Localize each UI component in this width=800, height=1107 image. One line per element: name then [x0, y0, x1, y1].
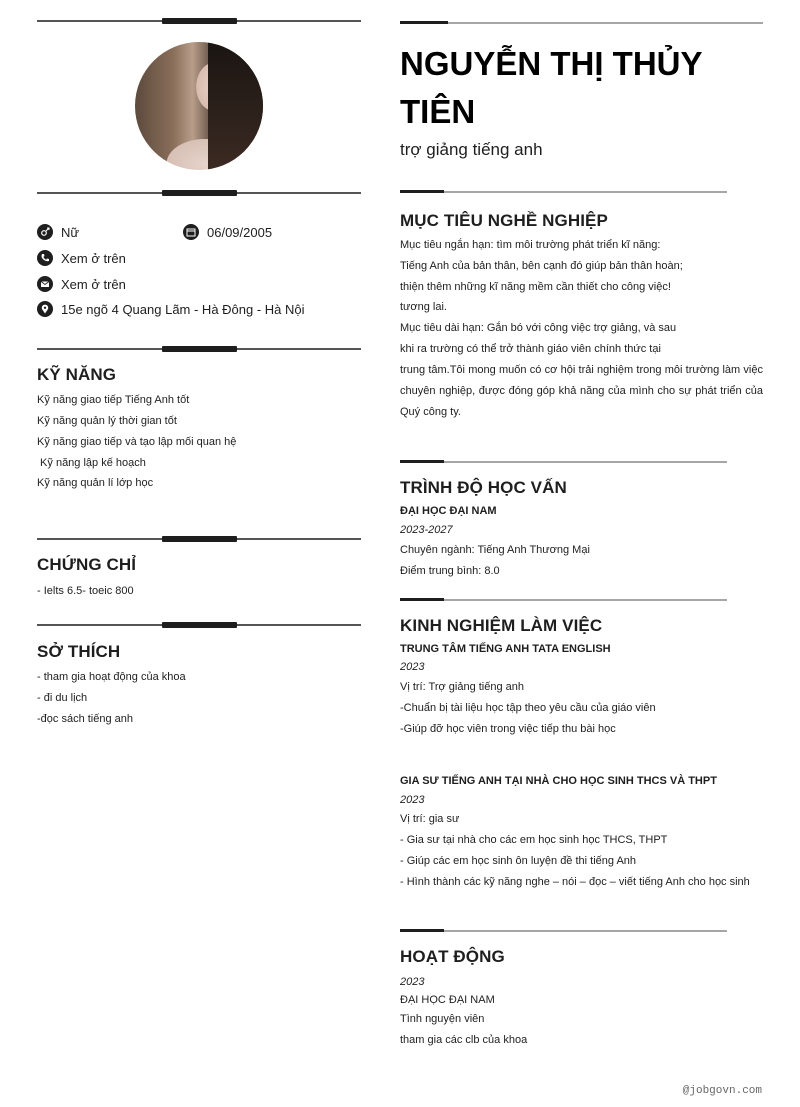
- job-period: 2023: [400, 661, 425, 673]
- company-name: GIA SƯ TIẾNG ANH TẠI NHÀ CHO HỌC SINH THCS VÀ THPT: [400, 775, 717, 787]
- experience-title: KINH NGHIỆM LÀM VIỆC: [400, 616, 603, 635]
- certificates-title: CHỨNG CHỈ: [37, 555, 137, 574]
- hobby-item: - tham gia hoạt động của khoa: [37, 671, 186, 683]
- divider: [400, 598, 727, 601]
- job-duty: -Giúp đỡ học viên trong việc tiếp thu bài học: [400, 723, 616, 735]
- objective-title: MỤC TIÊU NGHỀ NGHIỆP: [400, 211, 608, 230]
- education-period: 2023-2027: [400, 524, 453, 536]
- objective-line: Mục tiêu ngắn hạn: tìm môi trường phát triển kĩ năng:: [400, 239, 661, 251]
- phone-row: [37, 249, 126, 267]
- education-title: TRÌNH ĐỘ HỌC VẤN: [400, 478, 567, 497]
- hobby-item: - đi du lịch: [37, 692, 88, 704]
- address-value: 15e ngõ 4 Quang Lãm - Hà Đông - Hà Nội: [61, 301, 305, 317]
- email-value: Xem ở trên: [61, 276, 126, 292]
- job-position: Vị trí: Trợ giảng tiếng anh: [400, 681, 525, 693]
- skill-item: Kỹ năng giao tiếp và tạo lập mối quan hệ: [37, 436, 237, 448]
- location-icon: [37, 301, 53, 317]
- job-period: 2023: [400, 794, 425, 806]
- job-duty: - Giúp các em học sinh ôn luyện đề thi tiếng Anh: [400, 855, 637, 867]
- hobby-item: -đọc sách tiếng anh: [37, 713, 134, 725]
- company-name: TRUNG TÂM TIẾNG ANH TATA ENGLISH: [400, 643, 611, 655]
- job-duty: - Hình thành các kỹ năng nghe – nói – đọc – viết tiếng Anh cho học sinh: [400, 876, 750, 888]
- divider: [37, 346, 361, 352]
- skill-item: Kỹ năng quản lý thời gian tốt: [37, 415, 177, 427]
- divider: [37, 536, 361, 542]
- activities-title: HOẠT ĐỘNG: [400, 947, 505, 966]
- email-icon: [37, 276, 53, 292]
- gender-row: [37, 223, 79, 241]
- skills-title: KỸ NĂNG: [37, 365, 117, 384]
- watermark: @jobgovn.com: [682, 1085, 762, 1097]
- divider: [400, 460, 727, 463]
- education-major: Chuyên ngành: Tiếng Anh Thương Mại: [400, 544, 590, 556]
- gender-icon: [37, 224, 53, 240]
- calendar-icon: [183, 224, 199, 240]
- certificate-item: - Ielts 6.5- toeic 800: [37, 585, 134, 597]
- skill-item: Kỹ năng giao tiếp Tiếng Anh tốt: [37, 394, 190, 406]
- divider: [400, 21, 763, 24]
- hobbies-title: SỞ THÍCH: [37, 642, 121, 661]
- activity-description: tham gia các clb của khoa: [400, 1034, 528, 1046]
- divider: [37, 622, 361, 628]
- activity-role: Tình nguyện viên: [400, 1013, 485, 1025]
- divider: [400, 190, 727, 193]
- divider: [37, 190, 361, 196]
- job-duty: - Gia sư tại nhà cho các em học sinh học THCS, THPT: [400, 834, 668, 846]
- objective-line: Mục tiêu dài hạn: Gắn bó với công việc trợ giảng, và sau: [400, 322, 677, 334]
- avatar: [135, 42, 263, 170]
- activity-organization: ĐẠI HỌC ĐẠI NAM: [400, 994, 495, 1006]
- objective-line: thiện thêm những kĩ năng mềm cần thiết cho công việc!: [400, 281, 671, 293]
- objective-line: tương lai.: [400, 301, 447, 313]
- objective-line: Tiếng Anh của bản thân, bên cạnh đó giúp bản thân hoàn;: [400, 260, 683, 272]
- skill-item: Kỹ năng quản lí lớp học: [37, 477, 154, 489]
- divider: [400, 929, 727, 932]
- address-row: [37, 300, 305, 318]
- job-position: Vị trí: gia sư: [400, 813, 460, 825]
- candidate-name: NGUYỄN THỊ THỦY TIÊN: [400, 45, 702, 130]
- objective-paragraph: trung tâm.Tôi mong muốn có cơ hội trải nghiệm trong môi trường làm việc chuyên nghiệp, được đóng góp khả năng của mình cho sự phát triển của Quý công ty.: [400, 364, 763, 418]
- skill-item: Kỹ năng lập kế hoạch: [37, 457, 146, 469]
- activity-period: 2023: [400, 976, 425, 988]
- birthdate-row: [183, 223, 272, 241]
- phone-icon: [37, 250, 53, 266]
- education-gpa: Điểm trung bình: 8.0: [400, 565, 500, 577]
- job-duty: -Chuẩn bị tài liệu học tập theo yêu cầu của giáo viên: [400, 702, 656, 714]
- divider: [37, 18, 361, 24]
- email-row: [37, 275, 126, 293]
- school-name: ĐẠI HỌC ĐẠI NAM: [400, 505, 497, 517]
- birthdate-value: 06/09/2005: [207, 224, 273, 240]
- job-title: trợ giảng tiếng anh: [400, 140, 543, 159]
- objective-line: khi ra trường có thể trở thành giáo viên chính thức tại: [400, 343, 661, 355]
- gender-value: Nữ: [61, 224, 80, 240]
- phone-value: Xem ở trên: [61, 250, 126, 266]
